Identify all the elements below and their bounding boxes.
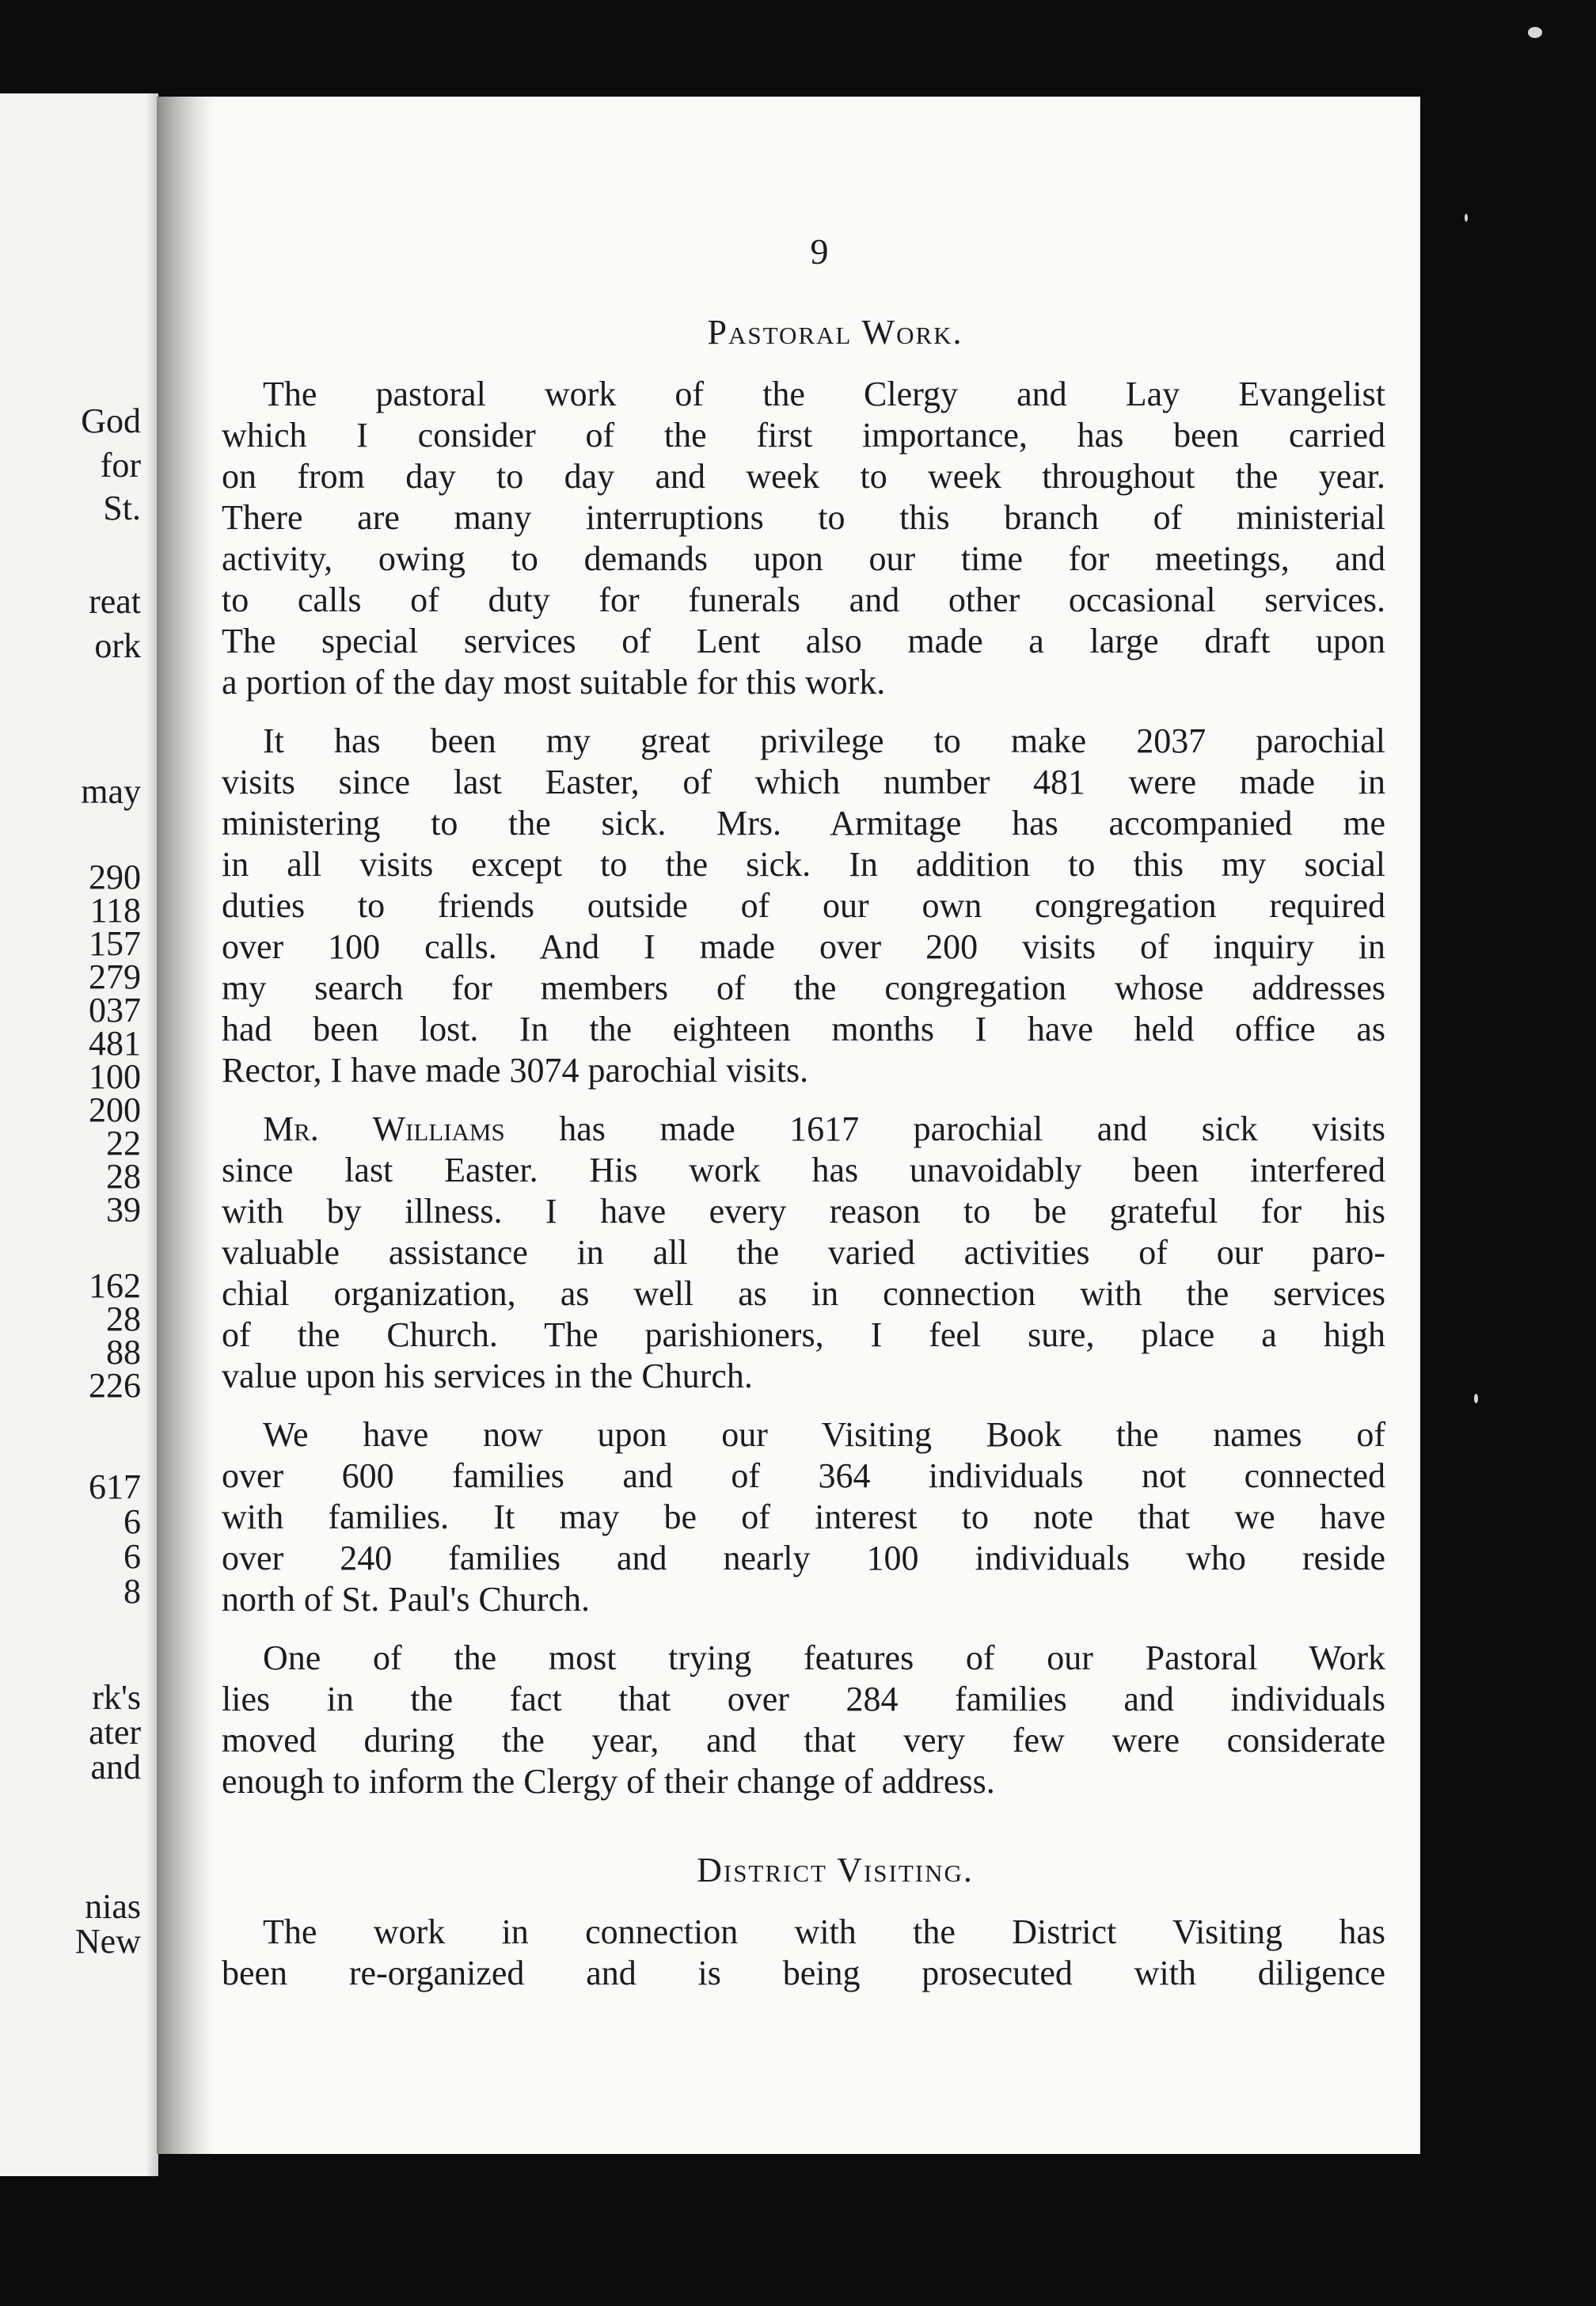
left-number: 200: [89, 1090, 141, 1129]
left-number: 037: [89, 991, 141, 1029]
text-line: since last Easter. His work has unavoidably been interfered: [222, 1151, 1385, 1189]
left-number: 100: [89, 1057, 141, 1096]
name-smallcaps: Mr. Williams: [263, 1109, 505, 1148]
left-number: 118: [89, 891, 141, 930]
paragraph: [222, 1109, 1385, 1397]
page-content: [222, 231, 1385, 2011]
left-number: 39: [106, 1190, 141, 1229]
text-line: The pastoral work of the Clergy and Lay Evangelist: [263, 375, 1385, 413]
text-line: visits since last Easter, of which number 481 were made in: [222, 763, 1385, 801]
left-number: 22: [106, 1124, 141, 1163]
text-line: over 600 families and of 364 individuals not connected: [222, 1456, 1385, 1495]
page-number: 9: [810, 231, 829, 272]
text-line: We have now upon our Visiting Book the names of: [263, 1415, 1385, 1454]
left-facing-page: [0, 93, 158, 2176]
text-line: my search for members of the congregation whose addresses: [222, 968, 1385, 1007]
left-number: 481: [89, 1024, 141, 1063]
paragraph: [222, 374, 1385, 703]
text-line: in all visits except to the sick. In addition to this my social: [222, 845, 1385, 884]
left-fragment: rk's: [92, 1678, 141, 1717]
left-number: 162: [89, 1266, 141, 1305]
text-line: One of the most trying features of our Pastoral Work: [263, 1638, 1385, 1677]
text-line: moved during the year, and that very few were considerate: [222, 1721, 1385, 1760]
text-line: with by illness. I have every reason to be grateful for his: [222, 1192, 1385, 1231]
left-number: 290: [89, 858, 141, 896]
paragraph: [222, 1414, 1385, 1620]
left-number: 617: [89, 1467, 141, 1506]
left-fragment: nias: [85, 1887, 141, 1926]
text-line: It has been my great privilege to make 2037 parochial: [263, 721, 1385, 760]
left-fragment: and: [90, 1748, 141, 1787]
text-line: The special services of Lent also made a large draft upon: [222, 622, 1385, 660]
left-fragment: St.: [103, 489, 141, 527]
text-line: activity, owing to demands upon our time for meetings, and: [222, 539, 1385, 578]
text-line: to calls of duty for funerals and other occasional services.: [222, 580, 1385, 619]
section-heading-district-visiting: District Visiting.: [697, 1851, 974, 1889]
text-line: enough to inform the Clergy of their change of address.: [222, 1762, 995, 1801]
text-line: value upon his services in the Church.: [222, 1357, 753, 1395]
text-line: been re-organized and is being prosecuted with diligence: [222, 1954, 1385, 1992]
text-line: a portion of the day most suitable for this work.: [222, 663, 886, 702]
scan-speck: [1474, 1394, 1478, 1403]
left-fragment: ater: [89, 1713, 141, 1752]
left-fragment: ork: [94, 626, 141, 665]
left-number: 88: [106, 1333, 141, 1372]
text-line: over 240 families and nearly 100 individuals who reside: [222, 1539, 1385, 1577]
left-number: 226: [89, 1366, 141, 1405]
text-run: has made 1617 parochial and sick visits: [504, 1109, 1386, 1148]
text-line: over 100 calls. And I made over 200 visits of inquiry in: [222, 927, 1385, 966]
text-line: valuable assistance in all the varied activities of our paro-: [222, 1233, 1385, 1272]
left-number: 157: [89, 924, 141, 963]
left-fragment: God: [81, 401, 141, 440]
spine-shadow: [157, 97, 214, 2154]
paragraph: [222, 1638, 1385, 1802]
section-heading-pastoral-work: Pastoral Work.: [707, 313, 963, 352]
text-line: had been lost. In the eighteen months I have held office as: [222, 1010, 1385, 1048]
text-line: duties to friends outside of our own congregation required: [222, 886, 1385, 925]
left-number: 28: [106, 1300, 141, 1338]
text-line: on from day to day and week to week throughout the year.: [222, 457, 1385, 496]
paragraph: [222, 1912, 1385, 1994]
text-line: which I consider of the first importance, has been carried: [222, 416, 1385, 455]
left-fragment: may: [81, 772, 141, 811]
left-number: 6: [124, 1537, 141, 1576]
text-line: ministering to the sick. Mrs. Armitage has accompanied me: [222, 804, 1385, 843]
text-line: lies in the fact that over 284 families and individuals: [222, 1680, 1385, 1718]
left-fragment: for: [100, 446, 141, 485]
left-number: 279: [89, 957, 141, 996]
text-line: [222, 1109, 1385, 1150]
paragraph: [222, 721, 1385, 1091]
text-line: The work in connection with the District Visiting has: [263, 1912, 1385, 1951]
left-number: 28: [106, 1157, 141, 1196]
text-line: with families. It may be of interest to note that we have: [222, 1497, 1385, 1536]
left-number: 8: [124, 1572, 141, 1611]
text-line: There are many interruptions to this branch of ministerial: [222, 498, 1385, 537]
text-line: Rector, I have made 3074 parochial visits.: [222, 1051, 809, 1090]
scan-speck: [1528, 27, 1542, 38]
text-line: chial organization, as well as in connection with the services: [222, 1274, 1385, 1313]
book-page: [157, 97, 1420, 2154]
left-fragment: reat: [89, 582, 141, 621]
left-fragment: New: [74, 1922, 141, 1961]
scan-speck: [1465, 214, 1468, 222]
left-number: 6: [124, 1502, 141, 1541]
text-line: north of St. Paul's Church.: [222, 1580, 591, 1619]
text-line: of the Church. The parishioners, I feel sure, place a high: [222, 1315, 1385, 1354]
